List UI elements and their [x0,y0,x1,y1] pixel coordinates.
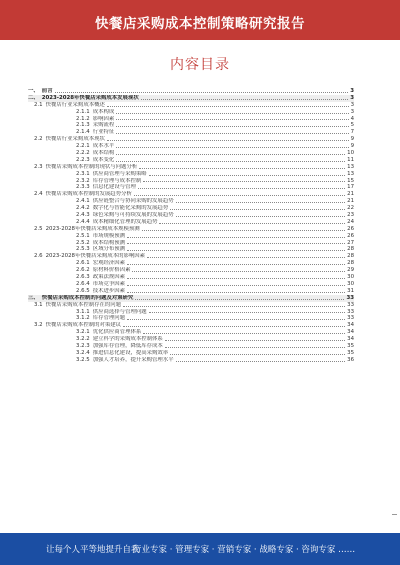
toc-entry[interactable] [28,171,354,178]
toc-entry-title: 成本变化 [92,156,115,163]
toc-entry-title: 库存管理问题 [92,315,126,322]
dot-leader [107,136,349,141]
toc-entry-page: 34 [347,322,354,329]
toc-entry[interactable] [28,184,354,191]
toc-entry-number: 2.6 [34,253,43,260]
dot-leader [127,233,345,238]
toc-entry-number: 2.1.3 [76,122,90,129]
toc-entry-page: 36 [347,356,354,363]
toc-entry-number: 2.2.3 [76,156,90,163]
toc-entry[interactable] [28,226,354,233]
dot-leader [127,246,345,251]
toc-entry[interactable] [28,157,354,164]
toc-entry-page: 3 [350,101,354,108]
dot-leader [170,205,345,210]
toc-entry-title: 市场竞争因素 [92,280,126,287]
toc-entry-number: 3.2.5 [76,356,90,363]
toc-entry-number: 三、 [28,294,39,301]
toc-entry-title: 快餐店行业采购成本概述 [45,101,105,108]
dot-leader [170,350,345,355]
toc-entry-number: 2.4 [34,191,43,198]
toc-entry-page: 26 [347,225,354,232]
toc-entry[interactable] [28,102,354,109]
toc-entry-title: 优化供应商管理体系 [92,329,142,336]
dot-leader [149,171,346,176]
toc-entry-page: 33 [347,315,354,322]
toc-entry-number: 2.6.1 [76,260,90,267]
toc-entry-page: 17 [347,184,354,191]
toc-entry-title: 信息化建设与管理 [92,184,136,191]
toc-entry-title: 政策法规因素 [92,274,126,281]
dot-leader [116,116,348,121]
toc-entry-title: 技术进步因素 [92,287,126,294]
toc-entry-number: 2.4.1 [76,198,90,205]
toc-entry-title: 供应商选择与管理问题 [92,308,147,315]
toc-entry-page: 24 [347,218,354,225]
toc-entry[interactable] [28,267,354,274]
dot-leader [143,329,345,334]
toc-entry-title: 行业特征 [92,129,115,136]
toc-entry-page: 21 [347,191,354,198]
toc-entry[interactable] [28,122,354,129]
toc-entry-number: 3.1.2 [76,315,90,322]
toc-entry-number: 2.1.1 [76,108,90,115]
toc-entry-page: 33 [346,294,354,301]
toc-entry-page: 13 [347,163,354,170]
toc-entry-title: 建立科学的采购成本控制体系 [92,336,163,343]
toc-entry-title: 快餐店行业采购成本现状 [45,136,105,143]
dot-leader [127,240,345,245]
toc-entry-title: 2023-2028年快餐店采购成本规模预测 [45,225,140,232]
dot-leader [127,281,345,286]
toc-entry-page: 3 [350,94,354,101]
dot-leader [132,267,345,272]
toc-entry-page: 35 [347,342,354,349]
toc-entry-page: 3 [350,108,354,115]
toc-entry-title: 绿色采购与可持续发展的发展趋势 [92,212,174,219]
toc-entry-page: 30 [347,274,354,281]
toc-entry-title: 成本结构 [92,150,115,157]
toc-entry-title: 成本结构预测 [92,239,126,246]
footer-banner [0,533,400,565]
toc-entry-number: 3.2.1 [76,329,90,336]
toc-entry[interactable] [28,88,354,95]
toc-entry[interactable] [28,302,354,309]
toc-entry-title: 市场规模预测 [92,232,126,239]
toc-entry-number: 二、 [28,94,39,101]
toc-entry-title: 前言 [41,88,53,94]
toc-entry-title: 快餐店采购成本控制的问题及对策研究 [41,294,134,301]
toc-entry[interactable] [28,95,354,102]
toc-entry-number: 2.5.1 [76,232,90,239]
toc-entry-number: 2.4.3 [76,212,90,219]
dot-leader [143,178,345,183]
toc-entry-page: 26 [347,232,354,239]
toc-entry-page: 21 [347,198,354,205]
toc-entry[interactable] [28,164,354,171]
toc-entry-number: 3.2.4 [76,349,90,356]
toc-entry-page: 35 [347,349,354,356]
toc-entry-page: 22 [347,205,354,212]
dot-leader [116,157,345,162]
dot-leader [116,122,348,127]
toc-entry-number: 2.6.4 [76,280,90,287]
report-title: 快餐店采购成本控制策略研究报告 [95,16,305,32]
toc-entry[interactable] [28,205,354,212]
toc-entry-number: 2.5 [34,225,43,232]
page-marker [392,514,397,515]
toc-entry[interactable] [28,212,354,219]
toc-entry-page: 28 [347,260,354,267]
toc-entry-title: 快餐店采购成本控制存在的问题 [45,301,122,308]
toc-entry-number: 3.1.1 [76,308,90,315]
dot-leader [127,274,345,279]
toc-entry-page: 9 [350,136,354,143]
toc-entry-page: 11 [347,156,354,163]
toc-entry-title: 原材料价格因素 [92,267,131,274]
toc-entry[interactable] [28,246,354,253]
toc-entry[interactable] [28,136,354,143]
dot-leader [149,309,346,314]
dot-leader [138,184,345,189]
dot-leader [159,219,345,224]
footer-slogan: 让每个人平等地提升自我 [46,545,140,555]
toc-entry[interactable] [28,240,354,247]
toc-entry[interactable] [28,143,354,150]
dot-leader [123,302,345,307]
toc-entry-title: 库存管理与成本控制 [92,177,142,184]
toc-entry[interactable] [28,309,354,316]
dot-leader [176,212,346,217]
toc-entry[interactable] [28,281,354,288]
toc-entry-title: 数字化与智能化采购的发展趋势 [92,205,169,212]
dot-leader [116,143,348,148]
toc-entry-page: 27 [347,239,354,246]
toc-entry-page: 7 [350,129,354,136]
toc-entry-number: 2.5.3 [76,246,90,253]
toc-entry-page: 34 [347,329,354,336]
toc-entry-number: 2.4.2 [76,205,90,212]
toc-entry[interactable] [28,260,354,267]
toc-entry-page: 33 [347,301,354,308]
toc-entry[interactable] [28,315,354,322]
toc-entry-page: 28 [347,253,354,260]
dot-leader [139,164,345,169]
toc-entry-title: 供应商管理与采购策略 [92,170,147,177]
dot-leader [127,260,345,265]
toc-entry-title: 影响因素 [92,115,115,122]
toc-entry-number: 2.1.2 [76,115,90,122]
toc-entry[interactable] [28,233,354,240]
toc-entry-title: 成本精细化管理的发展趋势 [92,218,158,225]
toc-entry-title: 加强库存管理，降低库存成本 [92,342,163,349]
toc-entry-page: 13 [347,170,354,177]
dot-leader [127,288,345,293]
toc-entry-title: 2023-2028年快餐店采购成本发展现状 [41,94,139,101]
dot-leader [142,226,345,231]
toc-entry-page: 3 [350,88,354,94]
dot-leader [165,343,345,348]
toc-entry-title: 快餐店采购成本控制的对策建议 [45,322,122,329]
toc-entry[interactable] [28,109,354,116]
toc-entry-title: 推进信息化建设，提高采购效率 [92,349,169,356]
toc-entry-number: 2.6.3 [76,274,90,281]
toc-entry-number: 2.3 [34,163,43,170]
dot-leader [116,129,348,134]
toc-entry-number: 3.2.3 [76,342,90,349]
toc-entry-page: 31 [347,287,354,294]
toc-entry-number: 2.3.2 [76,177,90,184]
toc-entry[interactable] [28,253,354,260]
toc-entry[interactable] [28,191,354,198]
toc-entry[interactable] [28,178,354,185]
dot-leader [116,150,345,155]
toc-entry[interactable] [28,198,354,205]
dot-leader [176,357,346,362]
toc-entry-title: 2023-2028年快餐店采购成本的影响因素 [45,253,146,260]
dot-leader [134,191,345,196]
toc-entry-number: 3.2 [34,322,43,329]
dot-leader [135,295,344,300]
toc-entry-number: 一、 [28,88,39,94]
toc-entry[interactable] [28,350,354,357]
toc-entry-title: 成本水平 [92,143,115,150]
report-header [0,0,400,40]
toc-entry-page: 28 [347,246,354,253]
toc-entry[interactable] [28,150,354,157]
toc-entry-page: 5 [350,122,354,129]
toc-entry-title: 宏观经济因素 [92,260,126,267]
toc-entry[interactable] [28,329,354,336]
toc-entry-number: 2.3.1 [76,170,90,177]
toc-entry-number: 2.2 [34,136,43,143]
toc-entry-page: 33 [347,308,354,315]
toc-entry[interactable] [28,322,354,329]
dot-leader [165,336,345,341]
toc-entry-number: 3.1 [34,301,43,308]
toc-entry[interactable] [28,129,354,136]
footer-experts: 行业专家 · 管理专家 · 营销专家 · 战略专家 · 咨询专家 …… [133,545,356,555]
toc-entry-number: 2.1 [34,101,43,108]
toc-entry[interactable] [28,219,354,226]
dot-leader [127,315,345,320]
toc-entry-page: 10 [347,150,354,157]
toc-entry-page: 30 [347,280,354,287]
toc-entry-title: 采购流程 [92,122,115,129]
toc-entry-number: 3.2.2 [76,336,90,343]
toc-entry-title: 供应链整合与协同采购的发展趋势 [92,198,174,205]
dot-leader [55,88,349,93]
toc-entry[interactable] [28,357,354,364]
toc-entry-number: 2.6.2 [76,267,90,274]
toc-entry[interactable] [28,295,354,302]
toc-entry-page: 29 [347,267,354,274]
toc-entry[interactable] [28,343,354,350]
toc-entry-number: 2.2.2 [76,150,90,157]
toc-entry-title: 区域分布预测 [92,246,126,253]
toc-entry-title: 加强人才培养，提升采购管理水平 [92,356,174,363]
dot-leader [123,322,345,327]
toc-entry-number: 2.3.3 [76,184,90,191]
toc-entry[interactable] [28,116,354,123]
toc-entry-number: 2.6.5 [76,287,90,294]
toc-entry-page: 4 [350,115,354,122]
table-of-contents [28,88,354,364]
toc-entry-page: 34 [347,336,354,343]
toc-entry[interactable] [28,288,354,295]
toc-heading: 内容目录 [170,57,230,73]
dot-leader [107,102,349,107]
dot-leader [147,253,345,258]
toc-entry-title: 快餐店采购成本控制的现状与问题分析 [45,163,138,170]
toc-entry-page: 9 [350,143,354,150]
dot-leader [176,198,346,203]
toc-entry-number: 2.5.2 [76,239,90,246]
toc-entry-number: 2.4.4 [76,218,90,225]
toc-entry-number: 2.1.4 [76,129,90,136]
toc-entry-page: 15 [347,177,354,184]
toc-entry[interactable] [28,336,354,343]
dot-leader [141,95,349,100]
toc-entry-number: 2.2.1 [76,143,90,150]
toc-entry-page: 23 [347,212,354,219]
dot-leader [116,109,348,114]
toc-entry[interactable] [28,274,354,281]
toc-entry-title: 快餐店采购成本控制的发展趋势分析 [45,191,132,198]
toc-entry-title: 成本构成 [92,108,115,115]
